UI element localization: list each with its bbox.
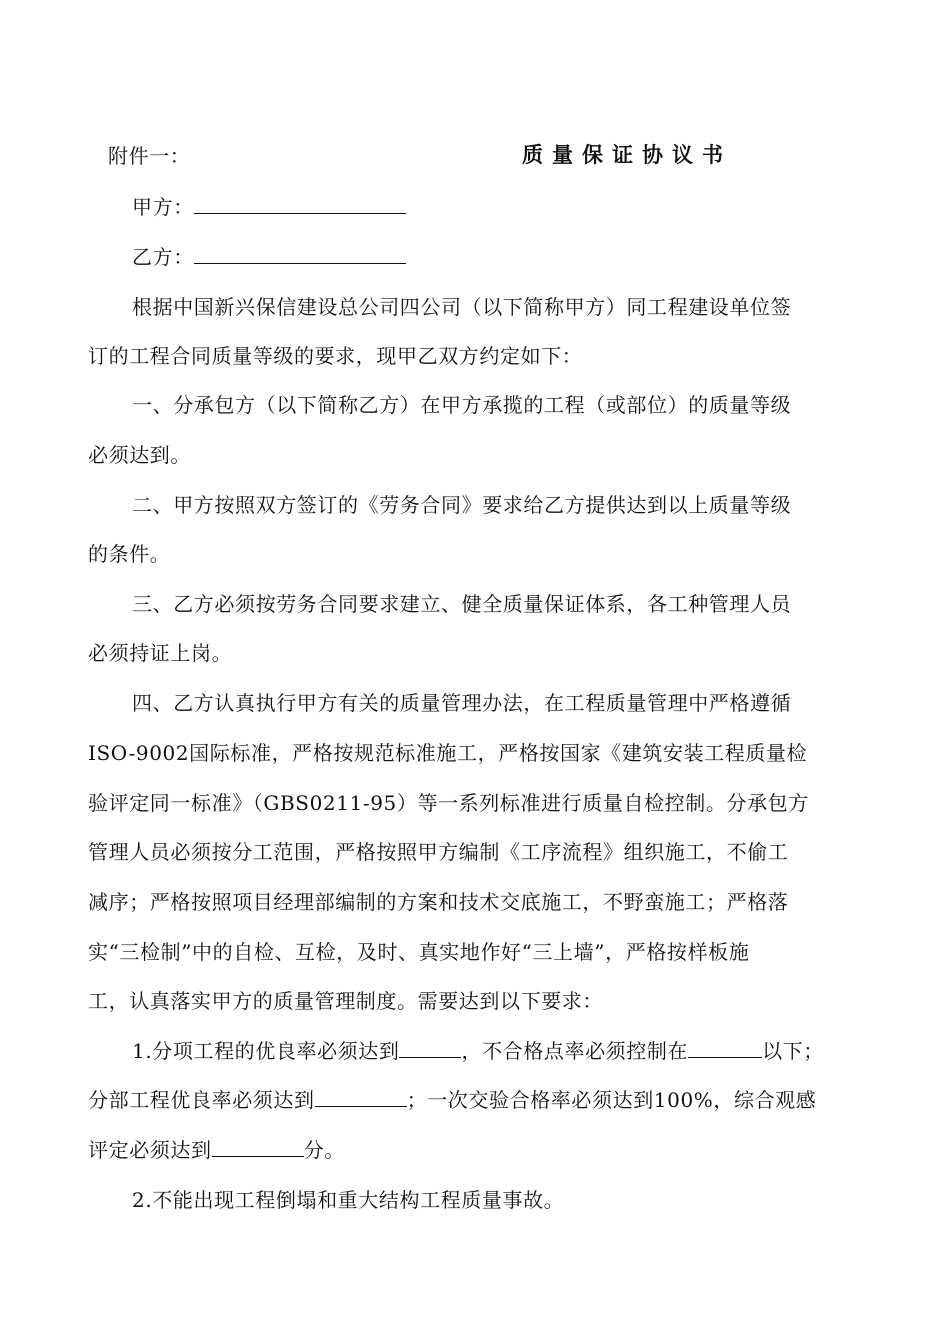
party-a-blank — [194, 195, 406, 214]
clause-1-line: 一、分承包方（以下简称乙方）在甲方承揽的工程（或部位）的质量等级 — [132, 393, 792, 417]
party-b-row — [132, 241, 406, 270]
clause-4-line: 工，认真落实甲方的质量管理制度。需要达到以下要求： — [88, 989, 603, 1013]
party-b-label: 乙方： — [132, 245, 194, 269]
clause-3-line: 必须持证上岗。 — [88, 641, 233, 665]
clause-1-line: 必须达到。 — [88, 443, 191, 467]
attachment-label: 附件一： — [108, 144, 191, 168]
requirement-1-line — [88, 1134, 345, 1163]
req1-text: ；一次交验合格率必须达到100%，综合观感 — [406, 1088, 817, 1112]
rate-blank — [315, 1088, 407, 1107]
rate-blank — [399, 1039, 461, 1058]
clause-4-line: ISO-9002国际标准，严格按规范标准施工，严格按国家《建筑安装工程质量检 — [88, 741, 808, 765]
score-blank — [212, 1138, 304, 1157]
requirement-1-line — [132, 1035, 824, 1064]
req1-text: 分部工程优良率必须达到 — [88, 1088, 315, 1112]
clause-4-line: 减序；严格按照项目经理部编制的方案和技术交底施工，不野蛮施工；严格落 — [88, 890, 789, 914]
rate-blank — [688, 1039, 762, 1058]
clause-3-line: 三、乙方必须按劳务合同要求建立、健全质量保证体系，各工种管理人员 — [132, 592, 792, 616]
req1-text: ，不合格点率必须控制在 — [461, 1039, 689, 1063]
requirement-1-line — [88, 1084, 816, 1113]
req1-text: 1.分项工程的优良率必须达到 — [132, 1039, 400, 1063]
party-a-label: 甲方： — [132, 195, 194, 219]
clause-4-line: 验评定同一标准》（GBS0211-95）等一系列标准进行质量自检控制。分承包方 — [88, 791, 809, 815]
party-a-row — [132, 191, 406, 220]
document-title: 质量保证协议书 — [522, 142, 732, 167]
intro-line: 根据中国新兴保信建设总公司四公司（以下简称甲方）同工程建设单位签 — [132, 295, 792, 319]
clause-2-line: 二、甲方按照双方签订的《劳务合同》要求给乙方提供达到以上质量等级 — [132, 493, 792, 517]
req1-text: 以下； — [762, 1039, 824, 1063]
req1-text: 分。 — [303, 1138, 345, 1162]
req1-text: 评定必须达到 — [88, 1138, 212, 1162]
clause-2-line: 的条件。 — [88, 542, 171, 566]
clause-4-line: 实“三检制”中的自检、互检，及时、真实地作好“三上墙”，严格按样板施 — [88, 940, 750, 964]
clause-4-line: 管理人员必须按分工范围，严格按照甲方编制《工序流程》组织施工，不偷工 — [88, 840, 789, 864]
requirement-2-line: 2.不能出现工程倒塌和重大结构工程质量事故。 — [132, 1188, 565, 1212]
clause-4-line: 四、乙方认真执行甲方有关的质量管理办法，在工程质量管理中严格遵循 — [132, 691, 792, 715]
intro-line: 订的工程合同质量等级的要求，现甲乙双方约定如下： — [88, 344, 583, 368]
party-b-blank — [194, 245, 406, 264]
